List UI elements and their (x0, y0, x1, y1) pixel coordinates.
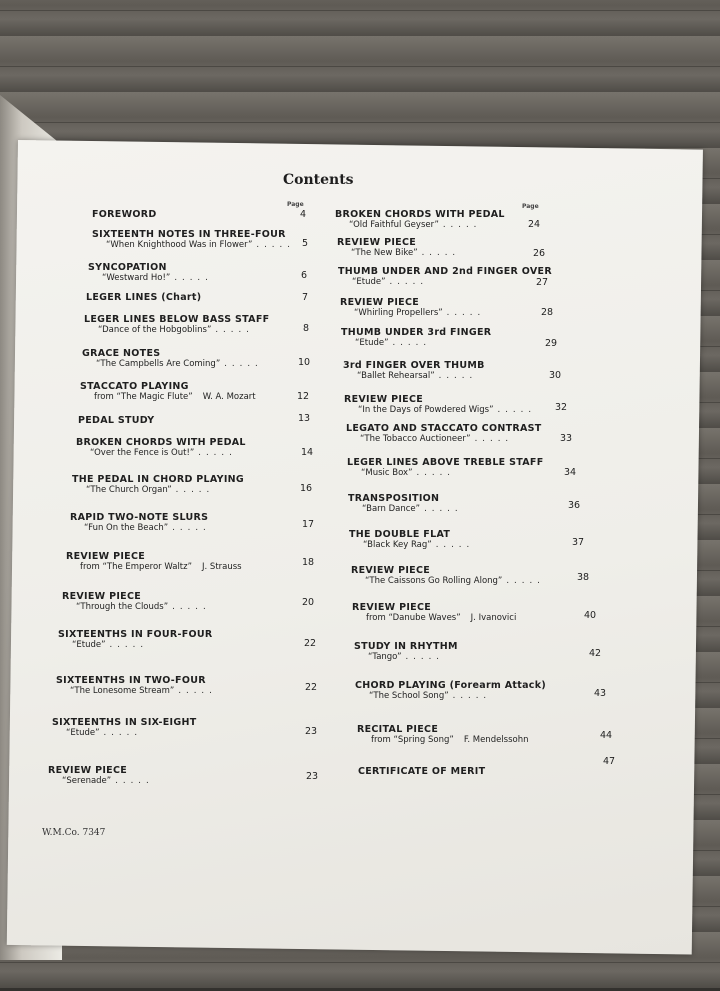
entry-piece-title: “The Lonesome Stream” (70, 686, 175, 696)
leader-dots: ..... (392, 338, 432, 348)
publisher-code: W.M.Co. 7347 (42, 828, 106, 838)
entry-piece-title: “Barn Dance” (362, 504, 421, 514)
entry-heading: THE PEDAL IN CHORD PLAYING (72, 474, 244, 485)
entry-piece-title: “The School Song” (369, 691, 449, 701)
entry-heading: LEGER LINES ABOVE TREBLE STAFF (347, 457, 544, 468)
contents-entry (357, 724, 529, 745)
entry-piece-title: “Whirling Propellers” (354, 308, 443, 318)
leader-dots: ..... (506, 576, 545, 586)
entry-page-number: 5 (302, 238, 309, 249)
entry-subtitle-row (357, 371, 485, 381)
entry-heading: REVIEW PIECE (352, 602, 432, 613)
entry-piece-title: from “The Magic Flute” (94, 392, 193, 402)
entry-piece-title: from “Spring Song” (371, 735, 454, 745)
contents-entry (82, 348, 263, 369)
entry-heading: SIXTEENTHS IN FOUR-FOUR (58, 629, 213, 640)
contents-entry (337, 237, 460, 258)
leader-dots: ..... (178, 686, 217, 696)
leader-dots: ..... (215, 325, 254, 335)
entry-subtitle-row (361, 468, 544, 478)
entry-page-number: 24 (528, 219, 541, 230)
entry-piece-title: “The Campbells Are Coming” (96, 359, 221, 369)
leader-dots: ..... (442, 220, 482, 230)
entry-heading: REVIEW PIECE (66, 551, 146, 562)
entry-heading: REVIEW PIECE (62, 591, 142, 602)
entry-subtitle-row (362, 504, 463, 514)
contents-entry (349, 529, 474, 550)
entry-heading: STACCATO PLAYING (80, 381, 189, 392)
entry-heading: CERTIFICATE OF MERIT (358, 766, 486, 777)
leader-dots: ..... (446, 308, 486, 318)
entry-subtitle-row (84, 523, 211, 533)
contents-entry (52, 717, 197, 738)
entry-piece-title: “Etude” (355, 338, 389, 348)
entry-subtitle-row (98, 325, 269, 335)
entry-piece-title: from “The Emperor Waltz” (80, 562, 193, 572)
entry-composer: J. Strauss (202, 562, 242, 572)
entry-heading: 3rd FINGER OVER THUMB (343, 360, 485, 371)
wood-grain (0, 10, 720, 11)
entry-page-number: 40 (584, 610, 597, 621)
entry-page-number: 30 (549, 370, 562, 381)
contents-entry (341, 327, 491, 348)
entry-heading: THE DOUBLE FLAT (349, 529, 451, 540)
entry-subtitle-row (369, 691, 546, 701)
entry-heading: SIXTEENTHS IN TWO-FOUR (56, 675, 206, 686)
entry-page-number: 23 (305, 726, 318, 737)
entry-page-number: 37 (572, 537, 585, 548)
entry-piece-title: “The Church Organ” (86, 485, 172, 495)
contents-entry (352, 602, 516, 623)
leader-dots: ..... (115, 776, 154, 786)
entry-piece-title: “Fun On the Beach” (84, 523, 169, 533)
leader-dots: ..... (172, 602, 211, 612)
contents-entry (56, 675, 217, 696)
entry-heading: RAPID TWO-NOTE SLURS (70, 512, 209, 523)
contents-entry (66, 551, 242, 572)
entry-subtitle-row (76, 602, 211, 612)
entry-heading: REVIEW PIECE (344, 394, 424, 405)
leader-dots: ..... (421, 248, 461, 258)
entry-heading: LEGER LINES BELOW BASS STAFF (84, 314, 270, 325)
leader-dots: ..... (256, 240, 295, 250)
entry-subtitle-row (360, 434, 542, 444)
entry-page-number: 10 (298, 357, 311, 368)
entry-page-number: 20 (302, 597, 315, 608)
entry-page-number: 17 (302, 519, 315, 530)
wood-grain (0, 66, 720, 67)
contents-entry (338, 266, 552, 287)
contents-entry (84, 314, 269, 335)
entry-subtitle-row (80, 562, 242, 572)
contents-entry (58, 629, 213, 650)
entry-page-number: 13 (298, 413, 311, 424)
leader-dots: ..... (416, 468, 456, 478)
entry-piece-title: “Through the Clouds” (76, 602, 169, 612)
entry-piece-title: “Etude” (66, 728, 100, 738)
entry-heading: THUMB UNDER 3rd FINGER (341, 327, 492, 338)
contents-entry (343, 360, 485, 381)
entry-piece-title: “The Tobacco Auctioneer” (360, 434, 471, 444)
entry-subtitle-row (66, 728, 197, 738)
page-title: Contents (283, 172, 354, 188)
entry-heading: CHORD PLAYING (Forearm Attack) (355, 680, 546, 691)
entry-heading: REVIEW PIECE (340, 297, 420, 308)
entry-page-number: 33 (560, 433, 573, 444)
entry-piece-title: “Westward Ho!” (102, 273, 171, 283)
entry-page-number: 6 (301, 270, 308, 281)
contents-entry (335, 209, 505, 230)
contents-entry (92, 229, 295, 250)
entry-piece-title: “The Caissons Go Rolling Along” (365, 576, 503, 586)
entry-page-number: 7 (302, 292, 309, 303)
entry-piece-title: “Ballet Rehearsal” (357, 371, 435, 381)
entry-page-number: 36 (568, 500, 581, 511)
entry-piece-title: from “Danube Waves” (366, 613, 461, 623)
entry-piece-title: “Etude” (72, 640, 106, 650)
entry-heading: REVIEW PIECE (337, 237, 417, 248)
entry-page-number: 26 (533, 248, 546, 259)
wood-plank (0, 0, 720, 39)
entry-subtitle-row (90, 448, 246, 458)
contents-entry (72, 474, 244, 495)
contents-entry (80, 381, 256, 402)
entry-piece-title: “Over the Fence is Out!” (90, 448, 195, 458)
entry-piece-title: “The New Bike” (351, 248, 418, 258)
contents-entry (351, 565, 545, 586)
entry-piece-title: “Serenade” (62, 776, 112, 786)
entry-heading: GRACE NOTES (82, 348, 161, 359)
leader-dots: ..... (174, 273, 213, 283)
entry-page-number: 34 (564, 467, 577, 478)
wood-grain (0, 962, 720, 963)
entry-piece-title: “Music Box” (361, 468, 413, 478)
entry-subtitle-row (351, 248, 460, 258)
entry-subtitle-row (363, 540, 474, 550)
entry-heading: SYNCOPATION (88, 262, 167, 273)
entry-heading: STUDY IN RHYTHM (354, 641, 458, 652)
entry-heading: FOREWORD (92, 209, 157, 220)
contents-entry (358, 766, 485, 777)
leader-dots: ..... (109, 640, 149, 650)
leader-dots: ..... (435, 540, 475, 550)
contents-entry (70, 512, 211, 533)
leader-dots: ..... (224, 359, 263, 369)
contents-entry (355, 680, 546, 701)
entry-heading: BROKEN CHORDS WITH PEDAL (76, 437, 246, 448)
entry-heading: PEDAL STUDY (78, 415, 155, 426)
leader-dots: ..... (405, 652, 444, 662)
entry-subtitle-row (365, 576, 545, 586)
entry-subtitle-row (106, 240, 295, 250)
entry-page-number: 23 (306, 771, 319, 782)
entry-subtitle-row (368, 652, 458, 662)
contents-entry (78, 415, 154, 426)
leader-dots: ..... (103, 728, 143, 738)
entry-page-number: 8 (303, 323, 310, 334)
leader-dots: ..... (452, 691, 492, 701)
entry-piece-title: “Etude” (352, 277, 386, 287)
entry-subtitle-row (371, 735, 529, 745)
contents-entry (344, 394, 536, 415)
entry-piece-title: “Tango” (368, 652, 402, 662)
contents-entry (92, 209, 157, 220)
contents-entry (340, 297, 485, 318)
entry-piece-title: “Dance of the Hobgoblins” (98, 325, 212, 335)
wood-grain (0, 122, 720, 123)
entry-page-number: 47 (603, 756, 616, 767)
entry-subtitle-row (366, 613, 516, 623)
entry-subtitle-row (70, 686, 217, 696)
entry-page-number: 14 (301, 447, 314, 458)
leader-dots: ..... (497, 405, 537, 415)
entry-heading: SIXTEENTH NOTES IN THREE-FOUR (92, 229, 286, 240)
entry-subtitle-row (349, 220, 505, 230)
entry-subtitle-row (86, 485, 244, 495)
contents-entry (354, 641, 458, 662)
leader-dots: ..... (424, 504, 463, 514)
entry-piece-title: “Old Faithful Geyser” (349, 220, 439, 230)
entry-page-number: 42 (589, 648, 602, 659)
entry-subtitle-row (352, 277, 552, 287)
entry-subtitle-row (96, 359, 263, 369)
leader-dots: ..... (474, 434, 514, 444)
entry-composer: J. Ivanovici (470, 613, 517, 623)
contents-entry (76, 437, 246, 458)
contents-entry (86, 292, 201, 303)
entry-page-number: 44 (600, 730, 613, 741)
entry-page-number: 18 (302, 557, 315, 568)
leader-dots: ..... (389, 277, 429, 287)
entry-subtitle-row (354, 308, 485, 318)
leader-dots: ..... (172, 523, 211, 533)
page-column-header-right: Page (522, 203, 539, 210)
entry-page-number: 29 (545, 338, 558, 349)
entry-heading: LEGER LINES (Chart) (86, 292, 202, 303)
leader-dots: ..... (198, 448, 237, 458)
entry-page-number: 38 (577, 572, 590, 583)
entry-page-number: 27 (536, 277, 549, 288)
contents-entry (62, 591, 211, 612)
entry-heading: THUMB UNDER AND 2nd FINGER OVER (338, 266, 552, 277)
entry-page-number: 28 (541, 307, 554, 318)
contents-entry (88, 262, 213, 283)
entry-page-number: 22 (304, 638, 317, 649)
entry-subtitle-row (358, 405, 536, 415)
entry-heading: BROKEN CHORDS WITH PEDAL (335, 209, 505, 220)
entry-subtitle-row (72, 640, 213, 650)
entry-subtitle-row (94, 392, 256, 402)
entry-page-number: 16 (300, 483, 313, 494)
entry-composer: W. A. Mozart (202, 392, 256, 402)
contents-entry (347, 457, 544, 478)
entry-piece-title: “When Knighthood Was in Flower” (106, 240, 253, 250)
entry-heading: SIXTEENTHS IN SIX-EIGHT (52, 717, 197, 728)
entry-heading: REVIEW PIECE (48, 765, 128, 776)
entry-page-number: 4 (300, 209, 307, 220)
leader-dots: ..... (438, 371, 478, 381)
entry-heading: TRANSPOSITION (348, 493, 440, 504)
contents-entry (348, 493, 463, 514)
leader-dots: ..... (175, 485, 215, 495)
contents-entry (346, 423, 542, 444)
entry-page-number: 43 (594, 688, 607, 699)
entry-subtitle-row (102, 273, 213, 283)
contents-entry (48, 765, 154, 786)
entry-heading: REVIEW PIECE (351, 565, 431, 576)
entry-subtitle-row (355, 338, 491, 348)
entry-piece-title: “Black Key Rag” (363, 540, 432, 550)
entry-page-number: 12 (297, 391, 310, 402)
entry-subtitle-row (62, 776, 154, 786)
entry-page-number: 22 (305, 682, 318, 693)
entry-piece-title: “In the Days of Powdered Wigs” (358, 405, 494, 415)
entry-composer: F. Mendelssohn (463, 735, 529, 745)
entry-page-number: 32 (555, 402, 568, 413)
entry-heading: LEGATO AND STACCATO CONTRAST (346, 423, 542, 434)
entry-heading: RECITAL PIECE (357, 724, 439, 735)
page-column-header-left: Page (287, 201, 304, 208)
